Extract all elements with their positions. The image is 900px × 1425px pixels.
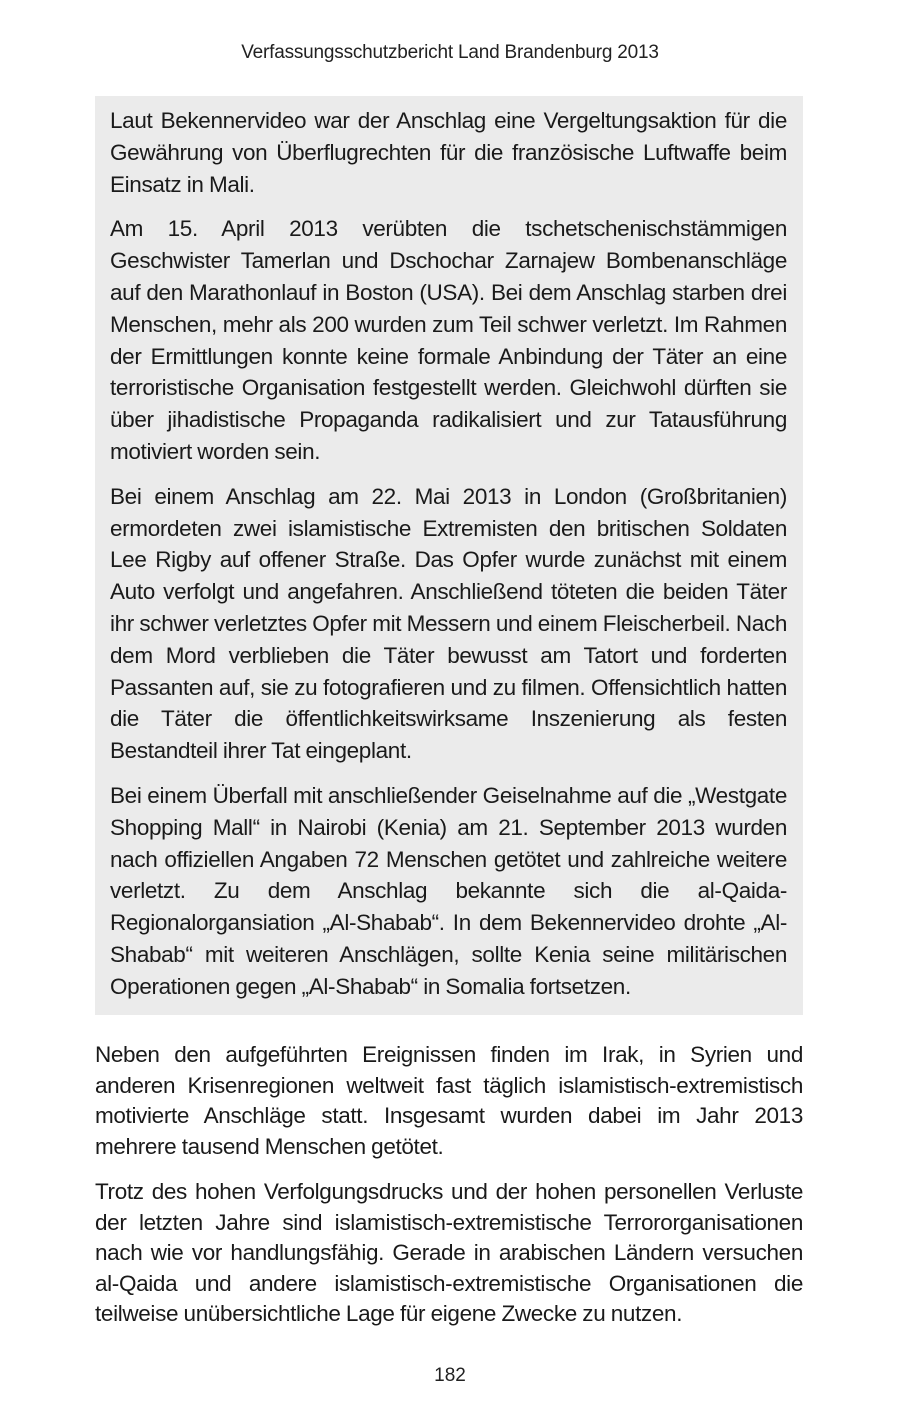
box-paragraph-mali: Laut Bekennervideo war der Anschlag eine Vergeltungsaktion für die Gewährung von Überflugrechten für die französische Luftwaffe beim Einsatz in Mali. [110,108,787,197]
running-header: Verfassungsschutzbericht Land Brandenburg 2013 [241,42,659,63]
page-number: 182 [434,1365,466,1386]
box-paragraph-boston: Am 15. April 2013 verübten die tschetschenischstämmigen Geschwister Tamerlan und Dschochar Zarnajew Bombenanschläge auf den Marathonlauf in Boston (USA). Bei dem Anschlag starben drei Menschen, mehr als 200 wurden zum Teil schwer verletzt. Im Rahmen der Ermittlungen konnte keine formale Anbindung der Täter an eine terroristische Organisation festgestellt werden. Gleichwohl dürften sie über jihadistische Propaganda radikalisiert und zur Tatausführung motiviert worden sein. [110,216,787,464]
body-paragraph-1: Neben den aufgeführten Ereignissen finden im Irak, in Syrien und anderen Krisenregionen weltweit fast täglich islamistisch-extremistisch motivierte Anschläge statt. Insgesamt wurden dabei im Jahr 2013 mehrere tausend Menschen getötet. [95,1042,803,1159]
body-text [95,1040,803,1345]
highlight-box [95,96,803,1015]
box-paragraph-london: Bei einem Anschlag am 22. Mai 2013 in London (Großbritanien) ermordeten zwei islamistische Extremisten den britischen Soldaten Lee Rigby auf offener Straße. Das Opfer wurde zunächst mit einem Auto verfolgt und angefahren. Anschließend töteten die beiden Täter ihr schwer verletztes Opfer mit Messern und einem Fleischerbeil. Nach dem Mord verblieben die Täter bewusst am Tatort und forderten Passanten auf, sie zu fotografieren und zu filmen. Offensichtlich hatten die Täter die öffentlichkeitswirksame Inszenierung als festen Bestandteil ihrer Tat eingeplant. [110,483,787,764]
box-paragraph-nairobi: Bei einem Überfall mit anschließender Geiselnahme auf die „Westgate Shopping Mall“ in Nairobi (Kenia) am 21. September 2013 wurden nach offiziellen Angaben 72 Menschen getötet und zahlreiche weitere verletzt. Zu dem Anschlag bekannte sich die al-Qaida-Regionalorgansiation „Al-Shabab“. In dem Bekennervideo drohte „Al-Shabab“ mit weiteren Anschlägen, sollte Kenia seine militärischen Operationen gegen „Al-Shabab“ in Somalia fortsetzen. [110,782,787,999]
body-paragraph-2: Trotz des hohen Verfolgungsdrucks und der hohen personellen Verluste der letzten Jahre sind islamistisch-extremistische Terrororganisationen nach wie vor handlungsfähig. Gerade in arabischen Ländern versuchen al-Qaida und andere islamistisch-extremistische Organisationen die teilweise unübersichtliche Lage für eigene Zwecke zu nutzen. [95,1179,803,1326]
